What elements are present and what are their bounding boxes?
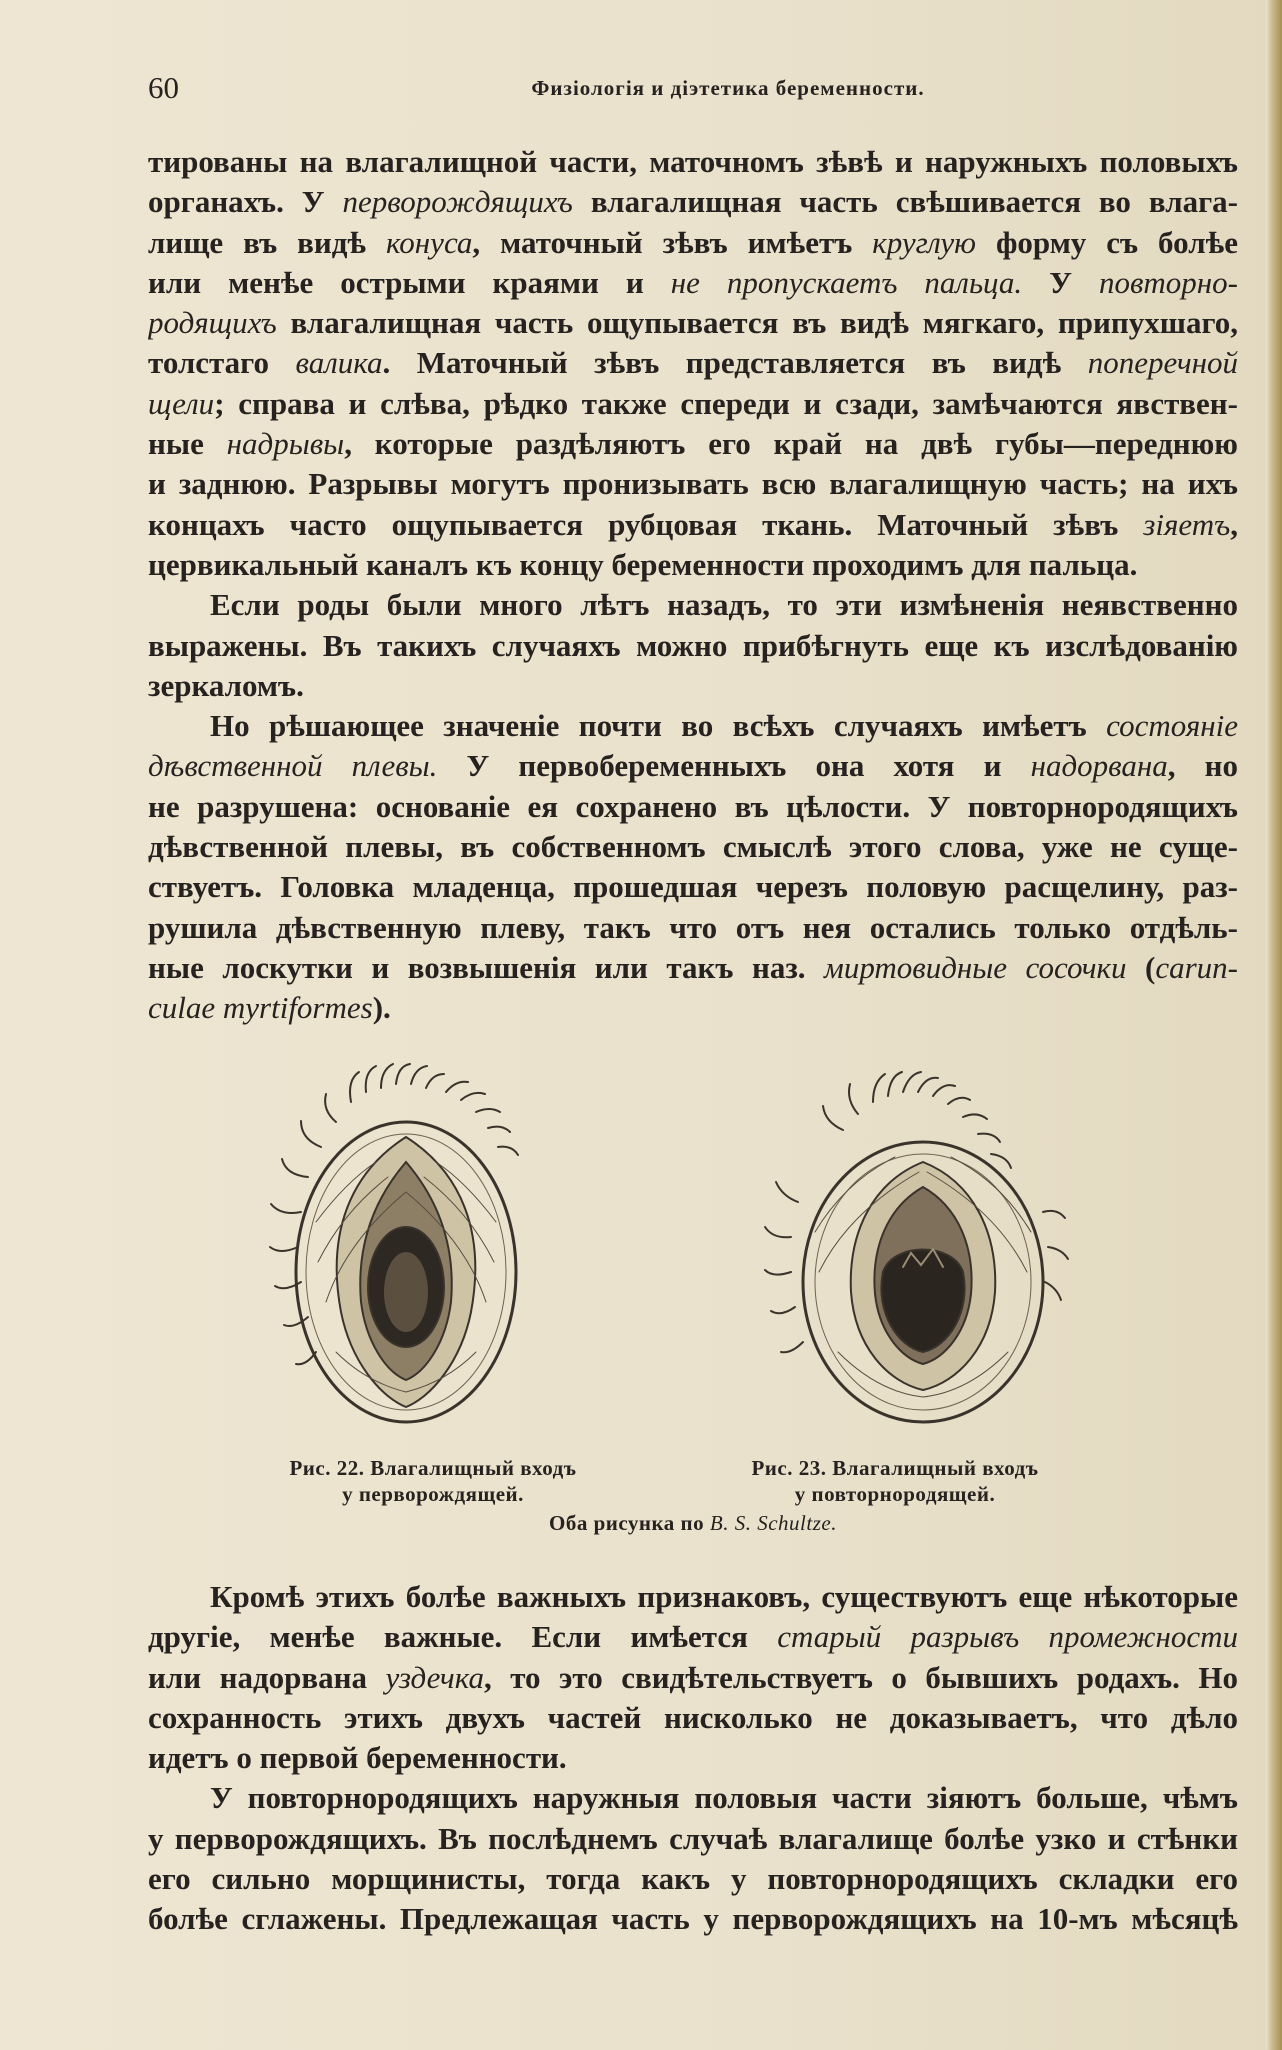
text-line: другіе, менѣе важные. Если имѣется старый разрывъ промежности (148, 1619, 1238, 1655)
figure-22-caption-line-2: у перворождящей. (342, 1482, 524, 1506)
text-line: culae myrtiformes). (148, 990, 391, 1026)
text-line: его сильно морщинисты, тогда какъ у повторнородящихъ складки его (148, 1861, 1238, 1897)
figure-23-caption-line-2: у повторнородящей. (794, 1482, 996, 1506)
text-line: или менѣе острыми краями и не пропускаетъ пальца. У повторно- (148, 264, 1238, 300)
common-caption-author: B. S. Schultze. (709, 1511, 837, 1535)
paragraph-3 (148, 706, 1238, 1028)
text-line: не разрушена: основаніе ея сохранено въ цѣлости. У повторнородящихъ (148, 788, 1238, 824)
text-line: концахъ часто ощупывается рубцовая ткань. Маточный зѣвъ зіяетъ, (148, 506, 1238, 542)
text-line: щели; справа и слѣва, рѣдко также спереди и сзади, замѣчаются явствен- (148, 385, 1238, 421)
common-caption-prefix: Оба рисунка по (549, 1511, 705, 1535)
figure-22-caption (228, 1455, 638, 1507)
text-line: дѣвственной плевы. У первобеременныхъ она хотя и надорвана, но (148, 748, 1238, 784)
page-header (148, 70, 1238, 110)
figure-22-illustration (256, 1062, 646, 1452)
text-line: сохранность этихъ двухъ частей нисколько не доказываетъ, что дѣло (148, 1699, 1238, 1735)
running-title: Физіологія и діэтетика беременности. (531, 76, 925, 100)
page-edge (1266, 0, 1282, 2050)
text-line: Кромѣ этихъ болѣе важныхъ признаковъ, существуютъ еще нѣкоторые (210, 1579, 1238, 1614)
text-line: зеркаломъ. (148, 667, 304, 703)
text-line: ные надрывы, которые раздѣляютъ его край на двѣ губы—переднюю (148, 426, 1238, 462)
paragraph-1 (148, 142, 1238, 585)
paragraph-2 (148, 585, 1238, 706)
text-line: родящихъ влагалищная часть ощупывается въ видѣ мягкаго, припухшаго, (148, 305, 1238, 341)
figure-23-caption (700, 1455, 1090, 1507)
figure-23-caption-line-1: Рис. 23. Влагалищный входъ (751, 1456, 1039, 1480)
text-line: ные лоскутки и возвышенія или такъ наз. миртовидные сосочки (carun- (148, 949, 1238, 985)
figure-22-caption-line-1: Рис. 22. Влагалищный входъ (289, 1456, 577, 1480)
page-number: 60 (148, 70, 179, 105)
text-line: тированы на влагалищной части, маточномъ зѣвѣ и наружныхъ половыхъ (148, 144, 1238, 179)
text-line: рушила дѣвственную плеву, такъ что отъ нея остались только отдѣль- (148, 909, 1238, 945)
text-line: у перворождящихъ. Въ послѣднемъ случаѣ влагалище болѣе узко и стѣнки (148, 1820, 1238, 1856)
figure-23-illustration (743, 1062, 1103, 1442)
text-block-lower (148, 1577, 1238, 1940)
figures-common-caption (148, 1510, 1238, 1536)
text-line: болѣе сглажены. Предлежащая часть у перворождящихъ на 10-мъ мѣсяцѣ (148, 1901, 1238, 1937)
text-line: и заднюю. Разрывы могутъ пронизывать всю влагалищную часть; на ихъ (148, 466, 1238, 502)
text-line: У повторнородящихъ наружныя половыя части зіяютъ больше, чѣмъ (210, 1780, 1238, 1816)
text-line: Если роды были много лѣтъ назадъ, то эти измѣненія неявственно (210, 587, 1238, 623)
text-line: лище въ видѣ конуса, маточный зѣвъ имѣетъ круглую форму съ болѣе (148, 224, 1238, 260)
text-line: ствуетъ. Головка младенца, прошедшая черезъ половую расщелину, раз- (148, 869, 1238, 905)
text-line: или надорвана уздечка, то это свидѣтельствуетъ о бывшихъ родахъ. Но (148, 1659, 1238, 1695)
paragraph-5 (148, 1778, 1238, 1939)
paragraph-4 (148, 1577, 1238, 1778)
text-line: органахъ. У перворождящихъ влагалищная часть свѣшивается во влага- (148, 184, 1238, 220)
text-line: дѣвственной плевы, въ собственномъ смыслѣ этого слова, уже не суще- (148, 829, 1238, 865)
text-line: идетъ о первой беременности. (148, 1740, 567, 1776)
text-line: Но рѣшающее значеніе почти во всѣхъ случаяхъ имѣетъ состояніе (210, 708, 1238, 744)
text-line: цервикальный каналъ къ концу беременности проходимъ для пальца. (148, 546, 1138, 582)
text-line: выражены. Въ такихъ случаяхъ можно прибѣгнуть еще къ изслѣдованію (148, 627, 1238, 663)
text-block-upper (148, 142, 1238, 1029)
text-line: толстаго валика. Маточный зѣвъ представляется въ видѣ поперечной (148, 345, 1238, 381)
figures-row (148, 1062, 1238, 1462)
